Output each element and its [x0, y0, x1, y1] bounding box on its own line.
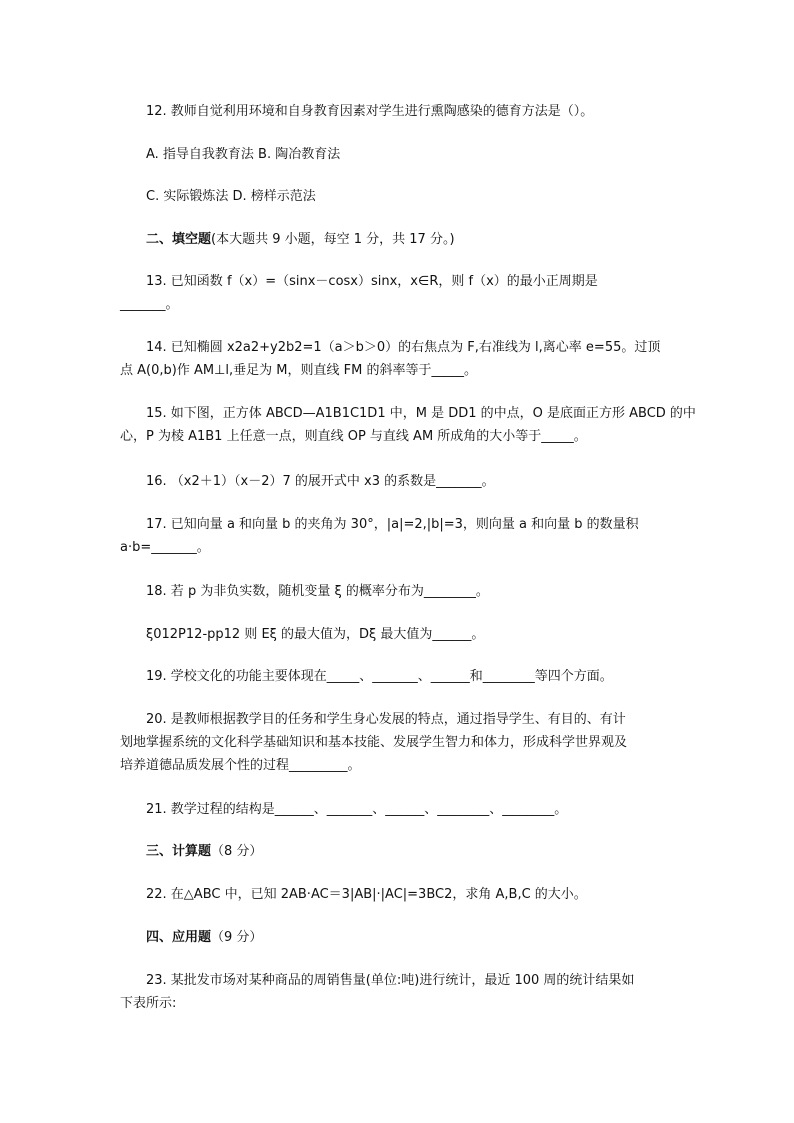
question-12: [120, 100, 680, 123]
question-13-line-1: 13. 已知函数 f（x）=（sinx－cosx）sinx，x∈R，则 f（x）的最小正周期是: [146, 274, 598, 289]
question-16: [120, 470, 680, 493]
question-20-line-1: 20. 是教师根据教学目的任务和学生身心发展的特点，通过指导学生、有目的、有计: [146, 712, 626, 727]
question-17-line-2: a·b=_______。: [120, 540, 210, 555]
section-3-heading: [120, 840, 680, 863]
question-23: [120, 969, 680, 1015]
question-15-line-2: 心，P 为棱 A1B1 上任意一点，则直线 OP 与直线 AM 所成角的大小等于_____。: [120, 429, 587, 444]
question-12-options-cd-text: C. 实际锻炼法 D. 榜样示范法: [146, 189, 316, 204]
question-12-options-ab: [120, 143, 680, 166]
question-14-line-2: 点 A(0,b)作 AM⊥l,垂足为 M，则直线 FM 的斜率等于_____。: [120, 363, 477, 378]
question-23-line-1: 23. 某批发市场对某种商品的周销售量(单位:吨)进行统计，最近 100 周的统计结果如: [146, 973, 635, 988]
section-4-note: （9 分）: [211, 930, 263, 945]
question-13-line-2: _______。: [120, 297, 179, 312]
question-20: [120, 708, 680, 777]
question-22: [120, 883, 680, 906]
question-20-line-3: 培养道德品质发展个性的过程_________。: [120, 758, 361, 773]
section-4-title: 四、应用题: [146, 930, 212, 945]
question-22-text: 22. 在△ABC 中，已知 2AB·AC＝3|AB|·|AC|=3BC2，求角 A,B,C 的大小。: [146, 887, 587, 902]
question-18-continuation-text: ξ012P12-pp12 则 Eξ 的最大值为，Dξ 最大值为______。: [146, 627, 485, 642]
question-21: [120, 798, 680, 821]
question-19-text: 19. 学校文化的功能主要体现在_____、_______、______和________等四个方面。: [146, 669, 613, 684]
question-14: [120, 336, 680, 382]
section-2-title: 二、填空题: [146, 232, 212, 247]
question-12-text: 12. 教师自觉利用环境和自身教育因素对学生进行熏陶感染的德育方法是（）。: [146, 104, 594, 119]
question-18: [120, 580, 680, 603]
section-3-title: 三、计算题: [146, 844, 212, 859]
question-20-line-2: 划地掌握系统的文化科学基础知识和基本技能、发展学生智力和体力，形成科学世界观及: [120, 735, 628, 750]
question-17: [120, 513, 680, 559]
question-23-line-2: 下表所示:: [120, 996, 177, 1011]
section-2-note: (本大题共 9 小题，每空 1 分，共 17 分。): [211, 232, 455, 247]
question-15: [120, 402, 696, 448]
section-3-note: （8 分）: [211, 844, 263, 859]
question-19: [120, 665, 680, 688]
question-13: [120, 270, 680, 316]
question-14-line-1: 14. 已知椭圆 x2a2+y2b2=1（a＞b＞0）的右焦点为 F,右准线为 l,离心率 e=55。过顶: [146, 340, 661, 355]
question-12-options-ab-text: A. 指导自我教育法 B. 陶冶教育法: [146, 147, 341, 162]
question-21-text: 21. 教学过程的结构是______、_______、______、________、________。: [146, 802, 568, 817]
question-15-line-1: 15. 如下图，正方体 ABCD—A1B1C1D1 中，M 是 DD1 的中点，O 是底面正方形 ABCD 的中: [146, 406, 696, 421]
question-12-options-cd: [120, 185, 680, 208]
question-18-text: 18. 若 p 为非负实数，随机变量 ξ 的概率分布为________。: [146, 584, 489, 599]
section-2-heading: [120, 228, 680, 251]
question-17-line-1: 17. 已知向量 a 和向量 b 的夹角为 30°，|a|=2,|b|=3，则向量 a 和向量 b 的数量积: [146, 517, 639, 532]
question-16-text: 16. （x2＋1）（x－2）7 的展开式中 x3 的系数是_______。: [146, 474, 495, 489]
question-18-continuation: [120, 623, 680, 646]
section-4-heading: [120, 926, 680, 949]
